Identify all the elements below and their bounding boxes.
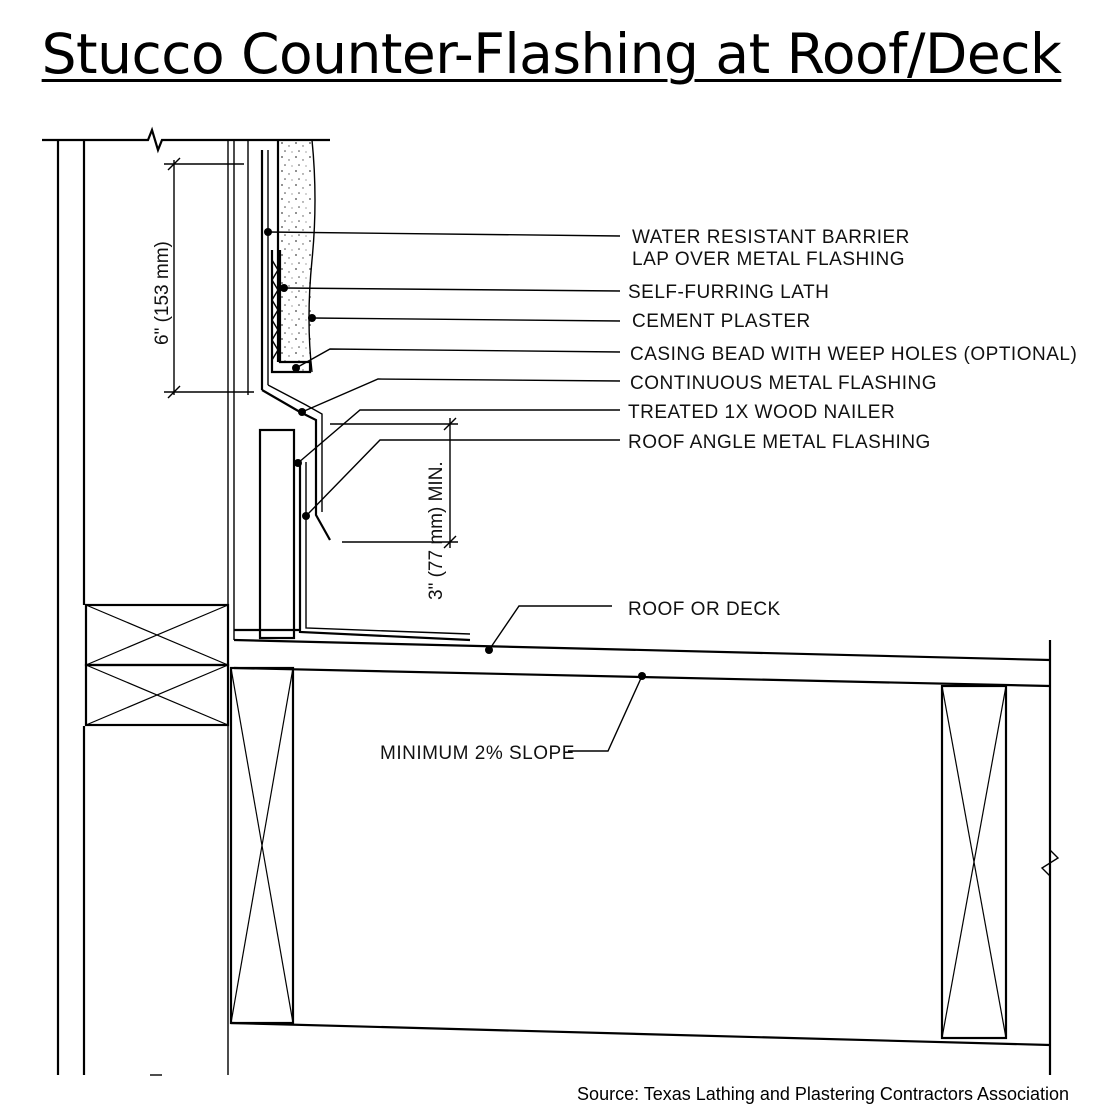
page-title: Stucco Counter-Flashing at Roof/Deck [41,22,1062,86]
header-joist-left [231,668,293,1023]
rim-blocking [86,605,228,725]
label-minimum-slope: MINIMUM 2% SLOPE [380,743,575,764]
label-water-resistant-barrier-2: LAP OVER METAL FLASHING [632,249,906,270]
source-caption: Source: Texas Lathing and Plastering Contractors Association [577,1084,1069,1104]
dimension-label-lower: 3" (77 mm) MIN. [426,461,447,600]
label-wood-nailer: TREATED 1X WOOD NAILER [628,402,896,423]
ceiling-line [231,1023,1050,1045]
dimension-label-upper: 6" (153 mm) [152,241,173,345]
label-cement-plaster: CEMENT PLASTER [632,311,811,332]
wood-nailer [260,430,294,638]
label-casing-bead: CASING BEAD WITH WEEP HOLES (OPTIONAL) [630,344,1078,365]
header-joist-right [942,686,1006,1038]
label-water-resistant-barrier-1: WATER RESISTANT BARRIER [632,227,910,248]
cement-plaster-wall [262,140,315,390]
dimension-6in [164,158,254,398]
roof-deck [234,630,1050,1075]
label-roof-or-deck: ROOF OR DECK [628,599,781,620]
label-roof-angle-flashing: ROOF ANGLE METAL FLASHING [628,432,931,453]
label-self-furring-lath: SELF-FURRING LATH [628,282,830,303]
label-continuous-flashing: CONTINUOUS METAL FLASHING [630,373,938,394]
